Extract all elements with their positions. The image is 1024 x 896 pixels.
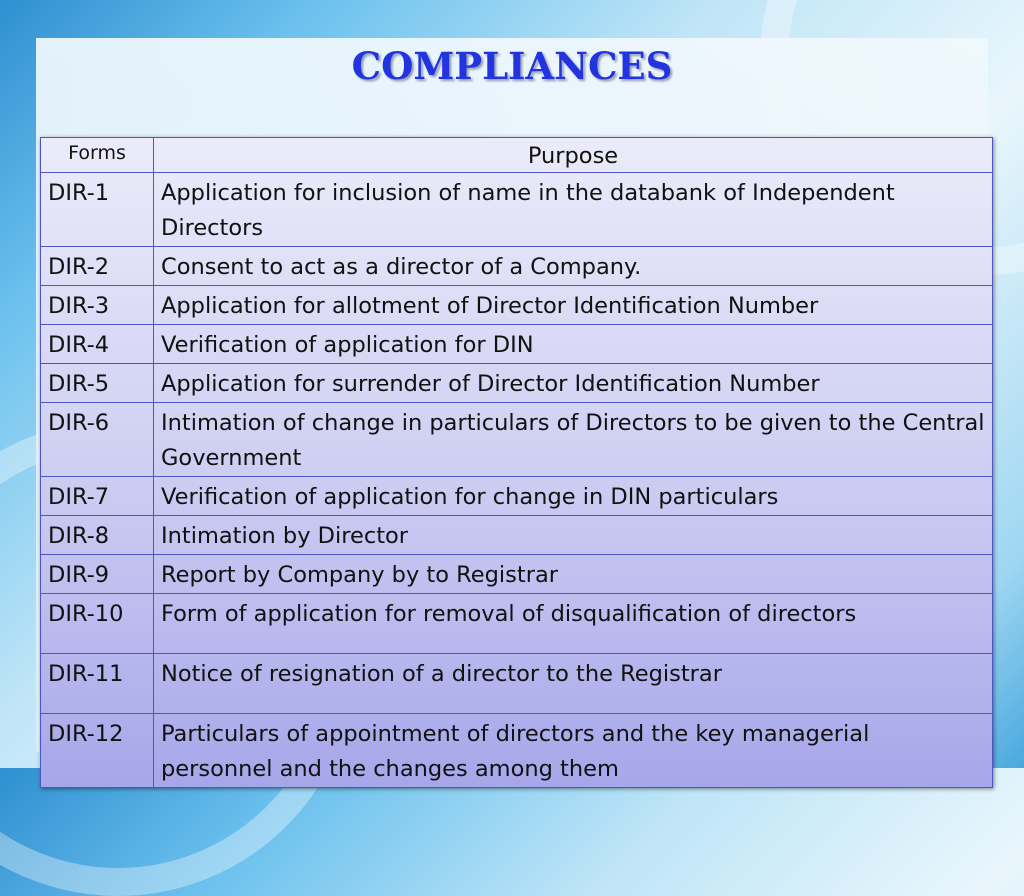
purpose-cell: Notice of resignation of a director to the Registrar — [154, 654, 993, 714]
form-cell: DIR-11 — [41, 654, 154, 714]
table-row — [41, 714, 993, 788]
form-cell: DIR-12 — [41, 714, 154, 788]
table-row — [41, 173, 993, 247]
slide-title: COMPLIANCES — [351, 44, 673, 88]
table-row — [41, 286, 993, 325]
table-header-row — [41, 138, 993, 173]
table-row — [41, 594, 993, 654]
table-row — [41, 477, 993, 516]
compliance-table — [40, 137, 993, 788]
table-row — [41, 247, 993, 286]
purpose-cell: Consent to act as a director of a Company. — [154, 247, 993, 286]
form-cell: DIR-1 — [41, 173, 154, 247]
form-cell: DIR-8 — [41, 516, 154, 555]
table-row — [41, 364, 993, 403]
purpose-cell: Particulars of appointment of directors and the key managerial personnel and the changes among them — [154, 714, 993, 788]
form-cell: DIR-2 — [41, 247, 154, 286]
form-cell: DIR-10 — [41, 594, 154, 654]
header-forms: Forms — [41, 138, 154, 173]
table-row — [41, 403, 993, 477]
purpose-cell: Intimation of change in particulars of Directors to be given to the Central Government — [154, 403, 993, 477]
purpose-cell: Verification of application for DIN — [154, 325, 993, 364]
form-cell: DIR-5 — [41, 364, 154, 403]
table-row — [41, 555, 993, 594]
purpose-cell: Application for inclusion of name in the databank of Independent Directors — [154, 173, 993, 247]
purpose-cell: Application for surrender of Director Identification Number — [154, 364, 993, 403]
form-cell: DIR-7 — [41, 477, 154, 516]
purpose-cell: Verification of application for change in DIN particulars — [154, 477, 993, 516]
form-cell: DIR-9 — [41, 555, 154, 594]
form-cell: DIR-6 — [41, 403, 154, 477]
form-cell: DIR-3 — [41, 286, 154, 325]
table-row — [41, 516, 993, 555]
purpose-cell: Application for allotment of Director Identification Number — [154, 286, 993, 325]
table-row — [41, 325, 993, 364]
form-cell: DIR-4 — [41, 325, 154, 364]
purpose-cell: Form of application for removal of disqualification of directors — [154, 594, 993, 654]
purpose-cell: Report by Company by to Registrar — [154, 555, 993, 594]
header-purpose: Purpose — [154, 138, 993, 173]
purpose-cell: Intimation by Director — [154, 516, 993, 555]
table-row — [41, 654, 993, 714]
